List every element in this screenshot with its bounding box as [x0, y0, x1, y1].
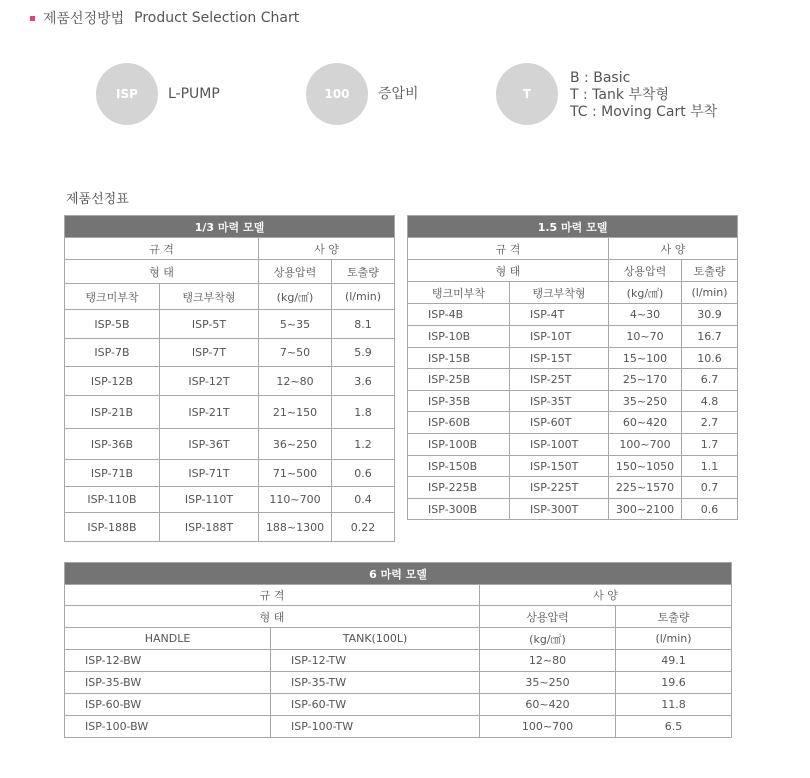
- model-t-cell: ISP-100T: [510, 434, 609, 456]
- model-t-cell: ISP-35T: [510, 391, 609, 412]
- pressure-cell: 188~1300: [259, 513, 332, 542]
- flow-cell: 1.7: [682, 434, 738, 456]
- header-usage: 사 양: [480, 585, 732, 606]
- header-handle: HANDLE: [65, 628, 271, 650]
- flow-cell: 49.1: [616, 650, 732, 672]
- table-row: [65, 672, 732, 694]
- table-row: [65, 513, 395, 542]
- table-6-hp: [64, 562, 732, 738]
- header-form: 형 태: [408, 260, 609, 282]
- model-t-cell: ISP-60-TW: [271, 694, 480, 716]
- table-row: [408, 456, 738, 477]
- flow-cell: 1.1: [682, 456, 738, 477]
- model-t-cell: ISP-21T: [160, 396, 259, 429]
- flow-cell: 30.9: [682, 304, 738, 326]
- model-t-cell: ISP-100-TW: [271, 716, 480, 738]
- model-b-cell: ISP-36B: [65, 429, 160, 460]
- pressure-cell: 100~700: [609, 434, 682, 456]
- title-korean: 제품선정방법: [43, 11, 125, 27]
- pressure-cell: 5~35: [259, 310, 332, 339]
- table-row: [65, 429, 395, 460]
- model-b-cell: ISP-5B: [65, 310, 160, 339]
- model-b-cell: ISP-10B: [408, 326, 510, 348]
- flow-cell: 5.9: [332, 339, 395, 367]
- table-title: 1/3 마력 모델: [65, 216, 395, 238]
- header-form: 형 태: [65, 606, 480, 628]
- model-b-cell: ISP-4B: [408, 304, 510, 326]
- table-row: [408, 499, 738, 520]
- header-flow: 토출량: [682, 260, 738, 282]
- pressure-cell: 100~700: [480, 716, 616, 738]
- header-pressure: 상용압력: [609, 260, 682, 282]
- flow-cell: 11.8: [616, 694, 732, 716]
- pressure-cell: 71~500: [259, 460, 332, 487]
- table-row: [408, 477, 738, 499]
- model-t-cell: ISP-71T: [160, 460, 259, 487]
- flow-cell: 1.8: [332, 396, 395, 429]
- model-t-cell: ISP-300T: [510, 499, 609, 520]
- model-b-cell: ISP-15B: [408, 348, 510, 369]
- header-flow-unit: (l/min): [682, 282, 738, 304]
- header-form: 형 태: [65, 260, 259, 284]
- model-b-cell: ISP-60-BW: [65, 694, 271, 716]
- pressure-cell: 12~80: [259, 367, 332, 396]
- legend-line: 증압비: [378, 86, 419, 102]
- header-tankless: 탱크미부착: [65, 284, 160, 310]
- pressure-cell: 150~1050: [609, 456, 682, 477]
- header-pressure: 상용압력: [480, 606, 616, 628]
- table-row: [408, 304, 738, 326]
- header-spec: 규 격: [65, 585, 480, 606]
- pressure-cell: 15~100: [609, 348, 682, 369]
- header-usage: 사 양: [609, 238, 738, 260]
- table-row: [65, 460, 395, 487]
- model-t-cell: ISP-25T: [510, 369, 609, 391]
- model-b-cell: ISP-60B: [408, 412, 510, 434]
- pressure-cell: 7~50: [259, 339, 332, 367]
- pressure-cell: 110~700: [259, 487, 332, 513]
- pressure-cell: 225~1570: [609, 477, 682, 499]
- section-label: 제품선정표: [66, 192, 129, 207]
- pressure-cell: 10~70: [609, 326, 682, 348]
- pressure-cell: 36~250: [259, 429, 332, 460]
- model-t-cell: ISP-4T: [510, 304, 609, 326]
- model-t-cell: ISP-60T: [510, 412, 609, 434]
- table-row: [408, 391, 738, 412]
- bullet-icon: [30, 16, 35, 21]
- table-third-hp: [64, 215, 395, 542]
- header-tankless: 탱크미부착: [408, 282, 510, 304]
- flow-cell: 4.8: [682, 391, 738, 412]
- legend-desc-t: [570, 70, 717, 121]
- flow-cell: 0.4: [332, 487, 395, 513]
- model-t-cell: ISP-225T: [510, 477, 609, 499]
- model-t-cell: ISP-35-TW: [271, 672, 480, 694]
- flow-cell: 0.22: [332, 513, 395, 542]
- legend-line: T : Tank 부착형: [570, 87, 669, 103]
- header-pressure-unit: (kg/㎠): [259, 284, 332, 310]
- table-row: [65, 396, 395, 429]
- legend-line: L-PUMP: [168, 86, 220, 102]
- flow-cell: 0.6: [682, 499, 738, 520]
- table-row: [65, 694, 732, 716]
- model-b-cell: ISP-35B: [408, 391, 510, 412]
- table-title: 1.5 마력 모델: [408, 216, 738, 238]
- legend-code-100: 100: [306, 63, 368, 125]
- header-tank100: TANK(100L): [271, 628, 480, 650]
- header-spec: 규 격: [408, 238, 609, 260]
- model-t-cell: ISP-188T: [160, 513, 259, 542]
- flow-cell: 16.7: [682, 326, 738, 348]
- table-row: [65, 716, 732, 738]
- model-t-cell: ISP-36T: [160, 429, 259, 460]
- flow-cell: 6.5: [616, 716, 732, 738]
- model-t-cell: ISP-150T: [510, 456, 609, 477]
- table-row: [65, 650, 732, 672]
- model-b-cell: ISP-100B: [408, 434, 510, 456]
- model-b-cell: ISP-12B: [65, 367, 160, 396]
- legend-line: B : Basic: [570, 70, 631, 86]
- flow-cell: 10.6: [682, 348, 738, 369]
- header-flow-unit: (l/min): [616, 628, 732, 650]
- table-row: [65, 310, 395, 339]
- model-t-cell: ISP-10T: [510, 326, 609, 348]
- title-english: Product Selection Chart: [134, 10, 300, 26]
- table-1-5-hp: [407, 215, 738, 520]
- table-row: [408, 412, 738, 434]
- header-pressure-unit: (kg/㎠): [609, 282, 682, 304]
- flow-cell: 1.2: [332, 429, 395, 460]
- pressure-cell: 35~250: [609, 391, 682, 412]
- pressure-cell: 60~420: [480, 694, 616, 716]
- model-b-cell: ISP-225B: [408, 477, 510, 499]
- pressure-cell: 60~420: [609, 412, 682, 434]
- table-row: [65, 487, 395, 513]
- flow-cell: 6.7: [682, 369, 738, 391]
- header-tank: 탱크부착형: [160, 284, 259, 310]
- header-usage: 사 양: [259, 238, 395, 260]
- pressure-cell: 4~30: [609, 304, 682, 326]
- model-b-cell: ISP-71B: [65, 460, 160, 487]
- pressure-cell: 21~150: [259, 396, 332, 429]
- table-row: [65, 339, 395, 367]
- pressure-cell: 12~80: [480, 650, 616, 672]
- model-b-cell: ISP-188B: [65, 513, 160, 542]
- model-b-cell: ISP-150B: [408, 456, 510, 477]
- page-title: [30, 8, 299, 28]
- table-row: [408, 348, 738, 369]
- header-flow: 토출량: [616, 606, 732, 628]
- flow-cell: 19.6: [616, 672, 732, 694]
- model-t-cell: ISP-7T: [160, 339, 259, 367]
- legend-desc-isp: [168, 86, 220, 103]
- table-row: [408, 434, 738, 456]
- pressure-cell: 35~250: [480, 672, 616, 694]
- table-row: [408, 369, 738, 391]
- flow-cell: 3.6: [332, 367, 395, 396]
- table-title: 6 마력 모델: [65, 563, 732, 585]
- model-b-cell: ISP-100-BW: [65, 716, 271, 738]
- model-b-cell: ISP-12-BW: [65, 650, 271, 672]
- model-t-cell: ISP-12T: [160, 367, 259, 396]
- model-b-cell: ISP-7B: [65, 339, 160, 367]
- header-flow: 토출량: [332, 260, 395, 284]
- legend-line: TC : Moving Cart 부착: [570, 104, 718, 120]
- model-t-cell: ISP-12-TW: [271, 650, 480, 672]
- flow-cell: 0.7: [682, 477, 738, 499]
- pressure-cell: 25~170: [609, 369, 682, 391]
- model-t-cell: ISP-15T: [510, 348, 609, 369]
- model-t-cell: ISP-110T: [160, 487, 259, 513]
- model-b-cell: ISP-35-BW: [65, 672, 271, 694]
- model-b-cell: ISP-110B: [65, 487, 160, 513]
- pressure-cell: 300~2100: [609, 499, 682, 520]
- header-tank: 탱크부착형: [510, 282, 609, 304]
- model-b-cell: ISP-25B: [408, 369, 510, 391]
- flow-cell: 2.7: [682, 412, 738, 434]
- header-spec: 규 격: [65, 238, 259, 260]
- flow-cell: 0.6: [332, 460, 395, 487]
- legend-desc-100: [378, 86, 419, 103]
- model-t-cell: ISP-5T: [160, 310, 259, 339]
- header-pressure-unit: (kg/㎠): [480, 628, 616, 650]
- model-b-cell: ISP-300B: [408, 499, 510, 520]
- legend-code-t: T: [496, 63, 558, 125]
- model-b-cell: ISP-21B: [65, 396, 160, 429]
- header-pressure: 상용압력: [259, 260, 332, 284]
- header-flow-unit: (l/min): [332, 284, 395, 310]
- table-row: [408, 326, 738, 348]
- table-row: [65, 367, 395, 396]
- flow-cell: 8.1: [332, 310, 395, 339]
- legend-code-isp: ISP: [96, 63, 158, 125]
